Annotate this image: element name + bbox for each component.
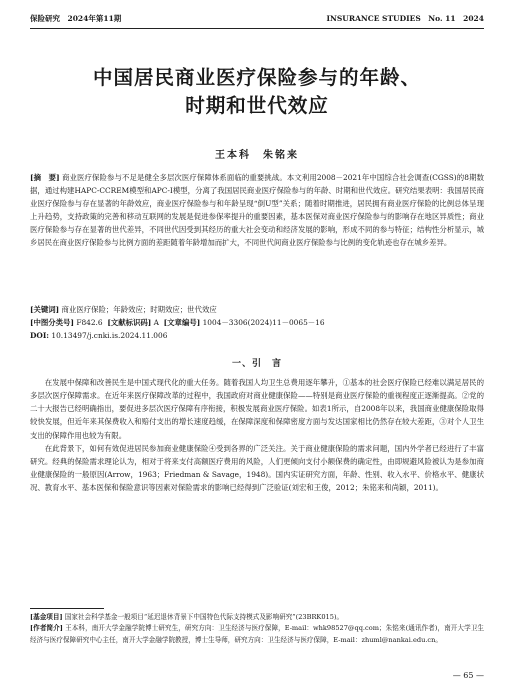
paragraph-2: 在此背景下，如何有效促进居民参加商业健康保险④受到各界的广泛关注。关于商业健康保险的需求问题，国内外学者已经进行了丰富研究。经典的保险需求理论认为，相对于将来支付高额医疗费用的风险，人们更倾向支付小额保费的确定性，由即规避风险被认为是参加商业健康保险的一般原因(Arrow，1963；Friedman & Savage，1948)。国内实证研究方面，年龄、性别、收入水平、价格水平、健康状况、教育水平、基本医保和保险意识等因素对保险需求的影响已经得到广泛验证(刘宏和王俊，2012；朱铭来和尚颖，2011)。 xyxy=(30,443,484,493)
author-text: 王本科，南开大学金融学院博士研究生，研究方向：卫生经济与医疗保障，E-mail：whk98527@qq.com；朱铭来(通讯作者)，南开大学卫生经济与医疗保障研究中心主任，南开大学金融学院教授，博士生导师，研究方向：卫生经济与医疗保障，E-mail：zhuml@nankai.edu.cn。 xyxy=(30,624,484,644)
title-line-2: 时期和世代效应 xyxy=(185,94,329,117)
doc-code-label: [文献标识码] xyxy=(107,318,152,327)
section-heading-introduction: 一、引 言 xyxy=(231,359,282,369)
abstract-label: [摘 要] xyxy=(30,173,60,182)
abstract xyxy=(30,171,484,250)
doi-label: DOI: xyxy=(30,331,50,340)
keywords-label: [关键词] xyxy=(30,305,60,314)
fund-label: [基金项目] xyxy=(30,613,63,621)
author-note xyxy=(30,623,484,646)
clc-label: [中图分类号] xyxy=(30,318,74,327)
fund-text: 国家社会科学基金一般项目“延迟退休背景下中国特色代际支持模式及影响研究”(23BRK015)。 xyxy=(64,613,344,621)
abstract-text: 商业医疗保险参与不足是健全多层次医疗保障体系面临的重要挑战。本文利用2008－2021年中国综合社会调查(CGSS)的8期数据，通过构建HAPC-CCREM模型和APC-I模型，分离了我国居民商业医疗保险参与的年龄、时期和世代效应。研究结果表明：我国居民商业医疗保险参与存在显著的年龄效应，商业医疗保险参与和年龄呈现“倒U型”关系；随着时期推进，居民拥有商业医疗保险的比例总体呈现上升趋势，支持政策的完善和移动互联网的发展是促进参保率提升的重要因素，基本医保对商业医疗保险参与的影响存在地区异质性；商业医疗保险参与存在显著的世代差异，不同世代因受到其经历的重大社会变动和经济发展的影响，形成不同的参与特征；结构性分析显示，城乡居民在商业医疗保险参与比例方面的差距随着年龄增加而扩大，不同世代间商业医疗保险参与比例的变化轨迹也存在城乡差异。 xyxy=(30,173,484,248)
article-no-label: [文章编号] xyxy=(163,318,201,327)
doc-code-value: A xyxy=(153,318,159,327)
keywords-text: 商业医疗保险；年龄效应；时期效应；世代效应 xyxy=(61,305,217,314)
article-title xyxy=(30,64,484,120)
title-line-1: 中国居民商业医疗保险参与的年龄、 xyxy=(92,66,421,89)
doi-line xyxy=(30,330,484,342)
article-no-value: 1004－3306(2024)11－0065－16 xyxy=(202,318,325,327)
body-text xyxy=(30,376,484,494)
fund-note xyxy=(30,612,484,623)
author-label: [作者简介] xyxy=(30,624,63,633)
authors: 王本科 朱铭来 xyxy=(215,150,299,161)
footnotes xyxy=(30,612,484,646)
journal-issue-cn: 保险研究 2024年第11期 xyxy=(30,13,122,23)
keywords-line xyxy=(30,304,484,316)
footnote-rule xyxy=(30,608,104,609)
journal-issue-en: INSURANCE STUDIES No. 11 2024 xyxy=(326,13,484,23)
clc-value: F842.6 xyxy=(76,318,103,327)
doi-value: 10.13497/j.cnki.is.2024.11.006 xyxy=(51,331,168,340)
classification-line xyxy=(30,317,484,329)
header-rule xyxy=(30,28,484,29)
paragraph-1: 在发展中保障和改善民生是中国式现代化的重大任务。随着我国人均卫生总费用逐年攀升，①基本的社会医疗保险已经难以满足居民的多层次医疗保障需求。在近年来医疗保障改革的过程中，我国政府对商业健康保险——特别是商业医疗保险的重视程度正逐渐提高。②党的二十大报告已经明确指出，要促进多层次医疗保障有序衔接，积极发展商业医疗保险。如表1所示，自2008年以来，我国商业健康保险取得较快发展，但近年来其保费收入和赔付支出的增长速度趋缓，在保障深度和保障密度方面与发达国家相比仍然存在较大差距，③对个人卫生支出的保障作用也较为有限。 xyxy=(30,378,484,440)
running-header xyxy=(30,10,484,26)
page-number: — 65 — xyxy=(452,671,484,680)
